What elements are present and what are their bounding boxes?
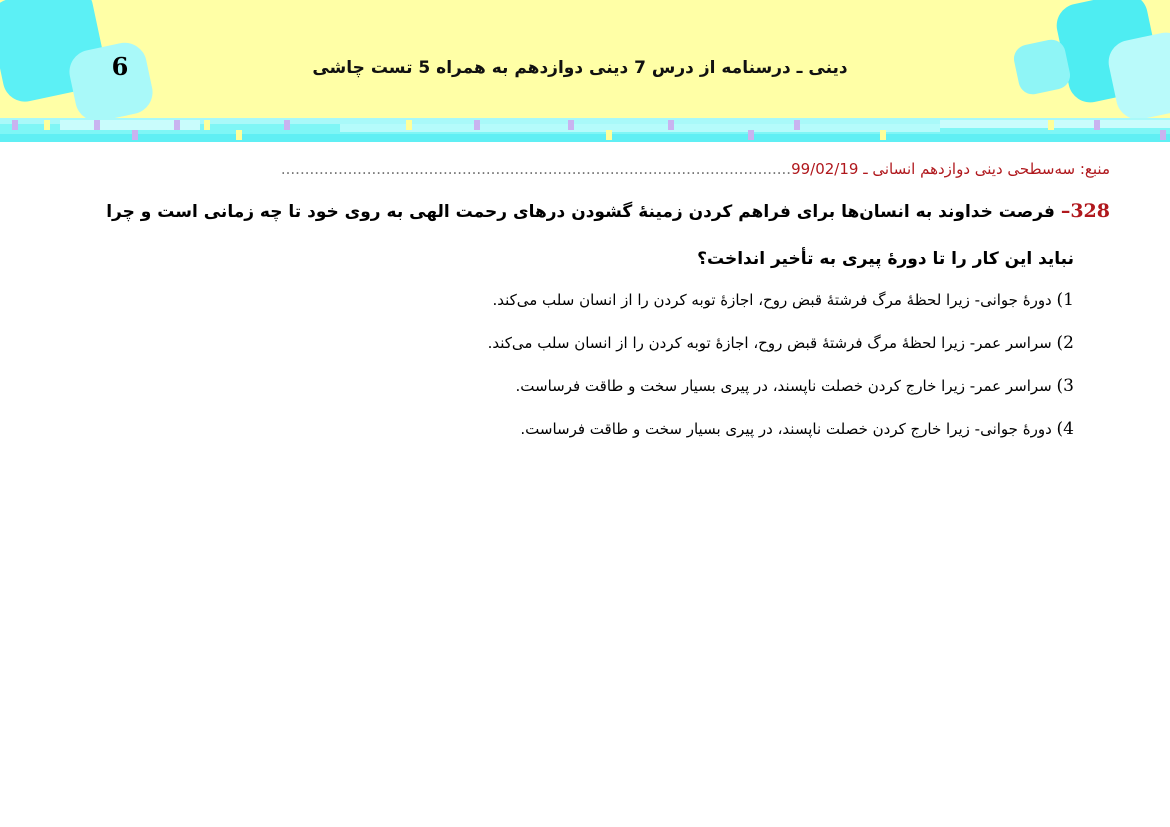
- question-number: 328–: [1060, 200, 1110, 222]
- band-tick: [284, 120, 290, 130]
- source-text: منبع: سه‌سطحی دینی دوازدهم انسانی ـ 99/02/19: [791, 160, 1110, 178]
- option-text: سراسر عمر- زیرا لحظۀ مرگ فرشتۀ قبض روح، اجازۀ توبه کردن را از انسان سلب می‌کند.: [487, 334, 1052, 352]
- band-tick: [94, 120, 100, 130]
- band-tick: [174, 120, 180, 130]
- band-tick: [406, 120, 412, 130]
- question-block: [58, 197, 1110, 277]
- option-text: دورۀ جوانی- زیرا لحظۀ مرگ فرشتۀ قبض روح، اجازۀ توبه کردن را از انسان سلب می‌کند.: [492, 291, 1052, 309]
- band-tick: [794, 120, 800, 130]
- band-tick: [474, 120, 480, 130]
- question-line-1: [58, 197, 1110, 231]
- band-tick: [1048, 120, 1054, 130]
- option-number: 2): [1056, 333, 1074, 353]
- band-tick: [606, 130, 612, 140]
- band-tick: [568, 120, 574, 130]
- page-header: [0, 0, 1170, 118]
- band-tick: [44, 120, 50, 130]
- dotted-leader: ...........................................................................................................: [280, 160, 792, 178]
- band-stripe: [0, 134, 1170, 142]
- option-2[interactable]: [200, 323, 1074, 366]
- option-number: 1): [1056, 290, 1074, 310]
- option-4[interactable]: [200, 409, 1074, 452]
- band-tick: [748, 130, 754, 140]
- option-number: 4): [1056, 419, 1074, 439]
- answer-options: [200, 280, 1074, 452]
- band-tick: [880, 130, 886, 140]
- band-tick: [236, 130, 242, 140]
- option-3[interactable]: [200, 366, 1074, 409]
- band-tick: [132, 130, 138, 140]
- band-tick: [668, 120, 674, 130]
- decor-square-right-small: [1011, 37, 1072, 97]
- band-tick: [204, 120, 210, 130]
- option-1[interactable]: [200, 280, 1074, 323]
- band-tick: [1160, 130, 1166, 140]
- band-tick: [12, 120, 18, 130]
- option-number: 3): [1056, 376, 1074, 396]
- band-stripe: [940, 120, 1170, 128]
- question-text-1: فرصت خداوند به انسان‌ها برای فراهم کردن زمینۀ گشودن درهای رحمت الهی به روی خود تا چه زمانی است و چرا: [106, 202, 1055, 222]
- option-text: دورۀ جوانی- زیرا خارج کردن خصلت ناپسند، در پیری بسیار سخت و طاقت فرساست.: [520, 420, 1052, 438]
- document-title: دینی ـ درسنامه از درس 7 دینی دوازدهم به همراه 5 تست چاشی: [312, 58, 848, 78]
- band-stripe: [340, 124, 940, 132]
- band-tick: [1094, 120, 1100, 130]
- question-line-2: نباید این کار را تا دورۀ پیری به تأخیر انداخت؟: [697, 249, 1074, 269]
- source-line: [58, 160, 1110, 184]
- page-number: 6: [111, 52, 129, 81]
- option-text: سراسر عمر- زیرا خارج کردن خصلت ناپسند، در پیری بسیار سخت و طاقت فرساست.: [515, 377, 1052, 395]
- decorative-band: [0, 118, 1170, 142]
